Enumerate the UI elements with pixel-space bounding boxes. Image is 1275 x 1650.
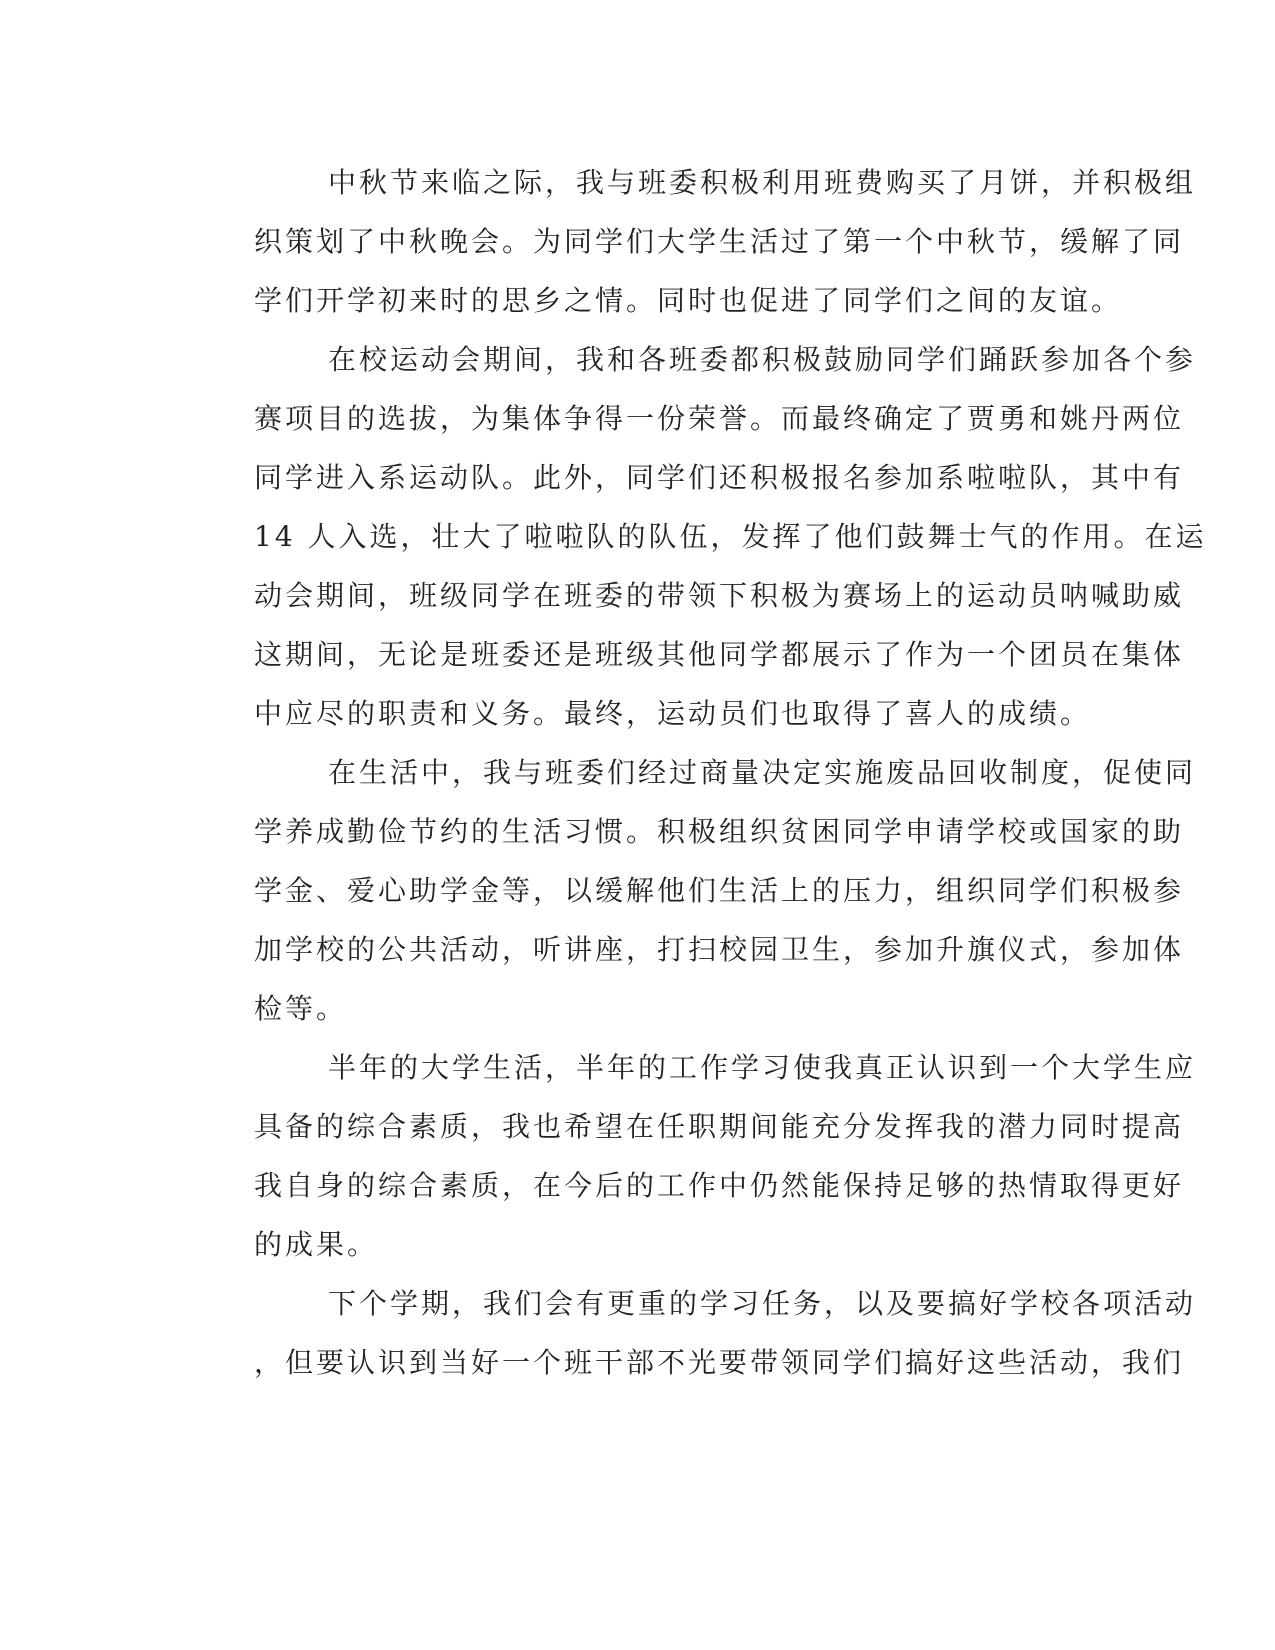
- text-line: 在校运动会期间，我和各班委都积极鼓励同学们踊跃参加各个参: [328, 343, 1197, 376]
- paragraph-next-semester: [180, 1274, 1197, 1392]
- text-line: 这期间，无论是班委还是班级其他同学都展示了作为一个团员在集体: [254, 638, 1185, 671]
- text-line: 具备的综合素质，我也希望在任职期间能充分发挥我的潜力同时提高: [254, 1110, 1185, 1143]
- text-line: 下个学期，我们会有更重的学习任务，以及要搞好学校各项活动: [328, 1287, 1197, 1320]
- text-line: 半年的大学生活，半年的工作学习使我真正认识到一个大学生应: [328, 1051, 1197, 1084]
- paragraph-daily-life: [180, 743, 1197, 1038]
- text-line: ，但要认识到当好一个班干部不光要带领同学们搞好这些活动，我们: [254, 1346, 1185, 1379]
- text-line: 赛项目的选拔，为集体争得一份荣誉。而最终确定了贾勇和姚丹两位: [254, 402, 1185, 435]
- text-line: 14 人入选，壮大了啦啦队的队伍，发挥了他们鼓舞士气的作用。在运: [254, 520, 1207, 553]
- text-line: 中秋节来临之际，我与班委积极利用班费购买了月饼，并积极组: [328, 166, 1197, 199]
- text-line: 中应尽的职责和义务。最终，运动员们也取得了喜人的成绩。: [254, 697, 1092, 730]
- text-line: 学养成勤俭节约的生活习惯。积极组织贫困同学申请学校或国家的助: [254, 815, 1185, 848]
- text-line: 动会期间，班级同学在班委的带领下积极为赛场上的运动员呐喊助威: [254, 579, 1185, 612]
- text-line: 织策划了中秋晚会。为同学们大学生活过了第一个中秋节，缓解了同: [254, 225, 1185, 258]
- text-line: 我自身的综合素质，在今后的工作中仍然能保持足够的热情取得更好: [254, 1169, 1185, 1202]
- text-line: 学金、爱心助学金等，以缓解他们生活上的压力，组织同学们积极参: [254, 874, 1185, 907]
- text-line: 的成果。: [254, 1228, 379, 1261]
- text-line: 学们开学初来时的思乡之情。同时也促进了同学们之间的友谊。: [254, 284, 1123, 317]
- paragraph-mid-autumn: [180, 153, 1197, 330]
- document-body: [180, 153, 1207, 1392]
- paragraph-half-year: [180, 1038, 1197, 1274]
- paragraph-sports-meet: [180, 330, 1207, 743]
- text-line: 在生活中，我与班委们经过商量决定实施废品回收制度，促使同: [328, 756, 1197, 789]
- text-line: 检等。: [254, 992, 348, 1025]
- text-line: 同学进入系运动队。此外，同学们还积极报名参加系啦啦队，其中有: [254, 461, 1185, 494]
- text-line: 加学校的公共活动，听讲座，打扫校园卫生，参加升旗仪式，参加体: [254, 933, 1185, 966]
